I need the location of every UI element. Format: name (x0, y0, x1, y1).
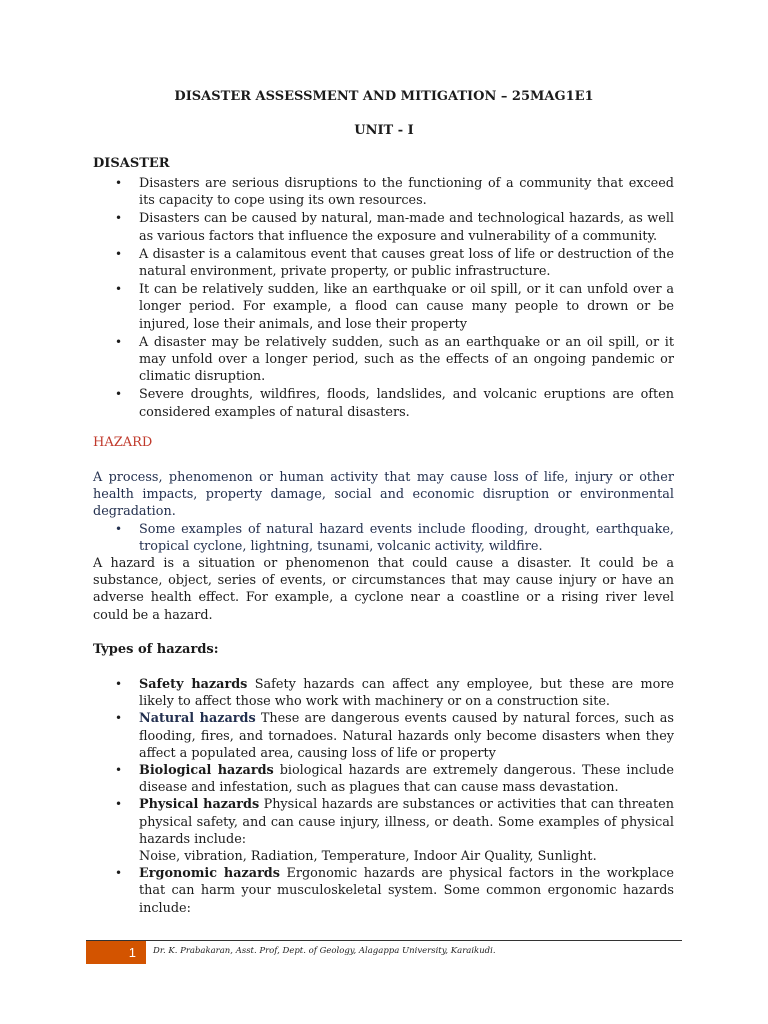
list-item: • Some examples of natural hazard events include flooding, drought, earthquake, tropical cyclone, lightning, tsunami, volcanic activity, wildfire. (115, 522, 674, 555)
term-ergonomic: Ergonomic hazards (139, 866, 280, 882)
disaster-heading: DISASTER (93, 156, 170, 171)
bullet-icon: • (115, 387, 123, 402)
bullet-icon: • (115, 866, 123, 881)
hazard-types-list (115, 676, 675, 917)
bullet-icon: • (115, 677, 123, 691)
list-item: • Severe droughts, wildfires, floods, landslides, and volcanic eruptions are often considered examples of natural disasters. (115, 387, 674, 420)
list-item: • Natural hazards These are dangerous events caused by natural forces, such as flooding, fires, and tornadoes. Natural hazards only become disasters when they affect a populated area, causing loss of life or property (115, 711, 674, 761)
term-safety: Safety hazards (139, 677, 248, 692)
bullet-icon: • (115, 711, 123, 726)
bullet-icon: • (115, 763, 123, 778)
list-item: • Disasters are serious disruptions to the functioning of a community that exceed its capacity to cope using its own resources. (115, 176, 674, 209)
bullet-icon: • (115, 282, 123, 297)
term-physical: Physical hazards (139, 797, 260, 813)
footer-divider (86, 940, 682, 941)
bullet-icon: • (115, 797, 123, 812)
hazard-heading: HAZARD (93, 435, 153, 450)
hazard-definition: A process, phenomenon or human activity that may cause loss of life, injury or other health impacts, property damage, social and economic disruption or environmental degradation. (93, 470, 674, 520)
footer-author: Dr. K. Prabakaran, Asst. Prof, Dept. of Geology, Alagappa University, Karaikudi. (153, 946, 496, 956)
list-item: • Physical hazards Physical hazards are substances or activities that can threaten physical safety, and can cause injury, illness, or death. Some examples of physical hazards include: Noise, vibration, Radiation, Temperature, Indoor Air Quality, Sunlight. (115, 797, 674, 865)
bullet-icon: • (115, 334, 123, 349)
bullet-icon: • (115, 211, 123, 226)
physical-examples: Noise, vibration, Radiation, Temperature, Indoor Air Quality, Sunlight. (139, 849, 597, 865)
document-title: DISASTER ASSESSMENT AND MITIGATION – 25MAG1E1 (174, 89, 594, 104)
list-item: • A disaster may be relatively sudden, such as an earthquake or an oil spill, or it may unfold over a longer period, such as the effects of an ongoing pandemic or climatic disruption. (115, 334, 674, 385)
types-heading: Types of hazards: (93, 642, 219, 657)
disaster-bullet-list (115, 175, 674, 422)
list-item: • Biological hazards biological hazards are extremely dangerous. These include disease and infestation, such as plagues that can cause mass devastation. (115, 763, 674, 796)
hazard-example-list (115, 521, 674, 555)
bullet-icon: • (115, 522, 123, 536)
term-biological: Biological hazards (139, 763, 274, 779)
list-item: • It can be relatively sudden, like an earthquake or oil spill, or it can unfold over a longer period. For example, a flood can cause many people to drown or be injured, lose their animals, and lose their property (115, 282, 674, 332)
bullet-icon: • (115, 246, 123, 261)
list-item: • Ergonomic hazards Ergonomic hazards are physical factors in the workplace that can harm your musculoskeletal system. Some common ergonomic hazards include: (115, 866, 674, 916)
term-natural: Natural hazards (139, 711, 256, 727)
page-number: 1 (86, 941, 146, 964)
list-item: • Disasters can be caused by natural, man-made and technological hazards, as well as various factors that influence the exposure and vulnerability of a community. (115, 211, 674, 244)
hazard-paragraph: A hazard is a situation or phenomenon that could cause a disaster. It could be a substance, object, series of events, or circumstances that may cause injury or have an adverse health effect. For example, a cyclone near a coastline or a rising river level could be a hazard. (93, 556, 674, 623)
bullet-icon: • (115, 176, 123, 190)
list-item: • Safety hazards Safety hazards can affect any employee, but these are more likely to affect those who work with machinery or on a construction site. (115, 677, 675, 710)
unit-title: UNIT - I (354, 123, 414, 138)
list-item: • A disaster is a calamitous event that causes great loss of life or destruction of the natural environment, private property, or public infrastructure. (115, 246, 674, 280)
